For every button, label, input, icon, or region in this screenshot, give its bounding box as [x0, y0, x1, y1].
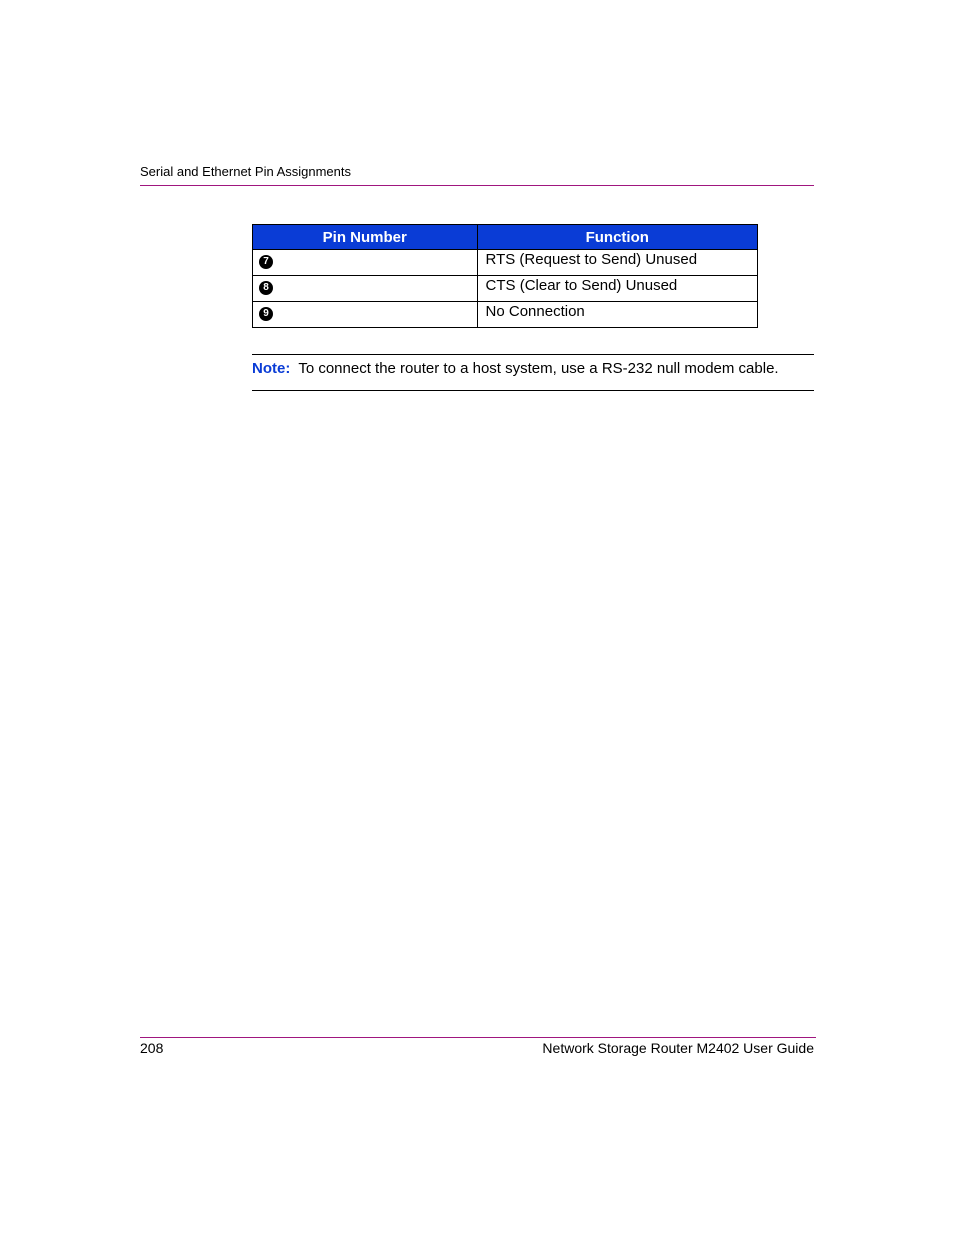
note [252, 359, 779, 379]
pin-number-cell [253, 302, 478, 328]
guide-title: Network Storage Router M2402 User Guide [542, 1040, 814, 1056]
column-header-function: Function [477, 225, 757, 250]
pin-assignment-table [252, 224, 758, 328]
circled-number-icon: 7 [259, 255, 273, 269]
column-header-pin-number: Pin Number [253, 225, 478, 250]
header-rule [140, 185, 814, 186]
note-label: Note: [252, 360, 291, 377]
circled-number-icon: 9 [259, 307, 273, 321]
footer-rule [140, 1037, 816, 1038]
note-rule-bottom [252, 390, 814, 391]
table-row [253, 276, 758, 302]
pin-number-cell [253, 276, 478, 302]
pin-number-cell [253, 250, 478, 276]
circled-number-icon: 8 [259, 281, 273, 295]
table-row [253, 302, 758, 328]
function-cell: RTS (Request to Send) Unused [477, 250, 757, 276]
function-cell: No Connection [477, 302, 757, 328]
note-text: To connect the router to a host system, use a RS-232 null modem cable. [298, 360, 779, 377]
table-row [253, 250, 758, 276]
page-number: 208 [140, 1040, 164, 1056]
running-header: Serial and Ethernet Pin Assignments [140, 164, 352, 179]
table-header-row [253, 225, 758, 250]
function-cell: CTS (Clear to Send) Unused [477, 276, 757, 302]
note-rule-top [252, 354, 814, 355]
